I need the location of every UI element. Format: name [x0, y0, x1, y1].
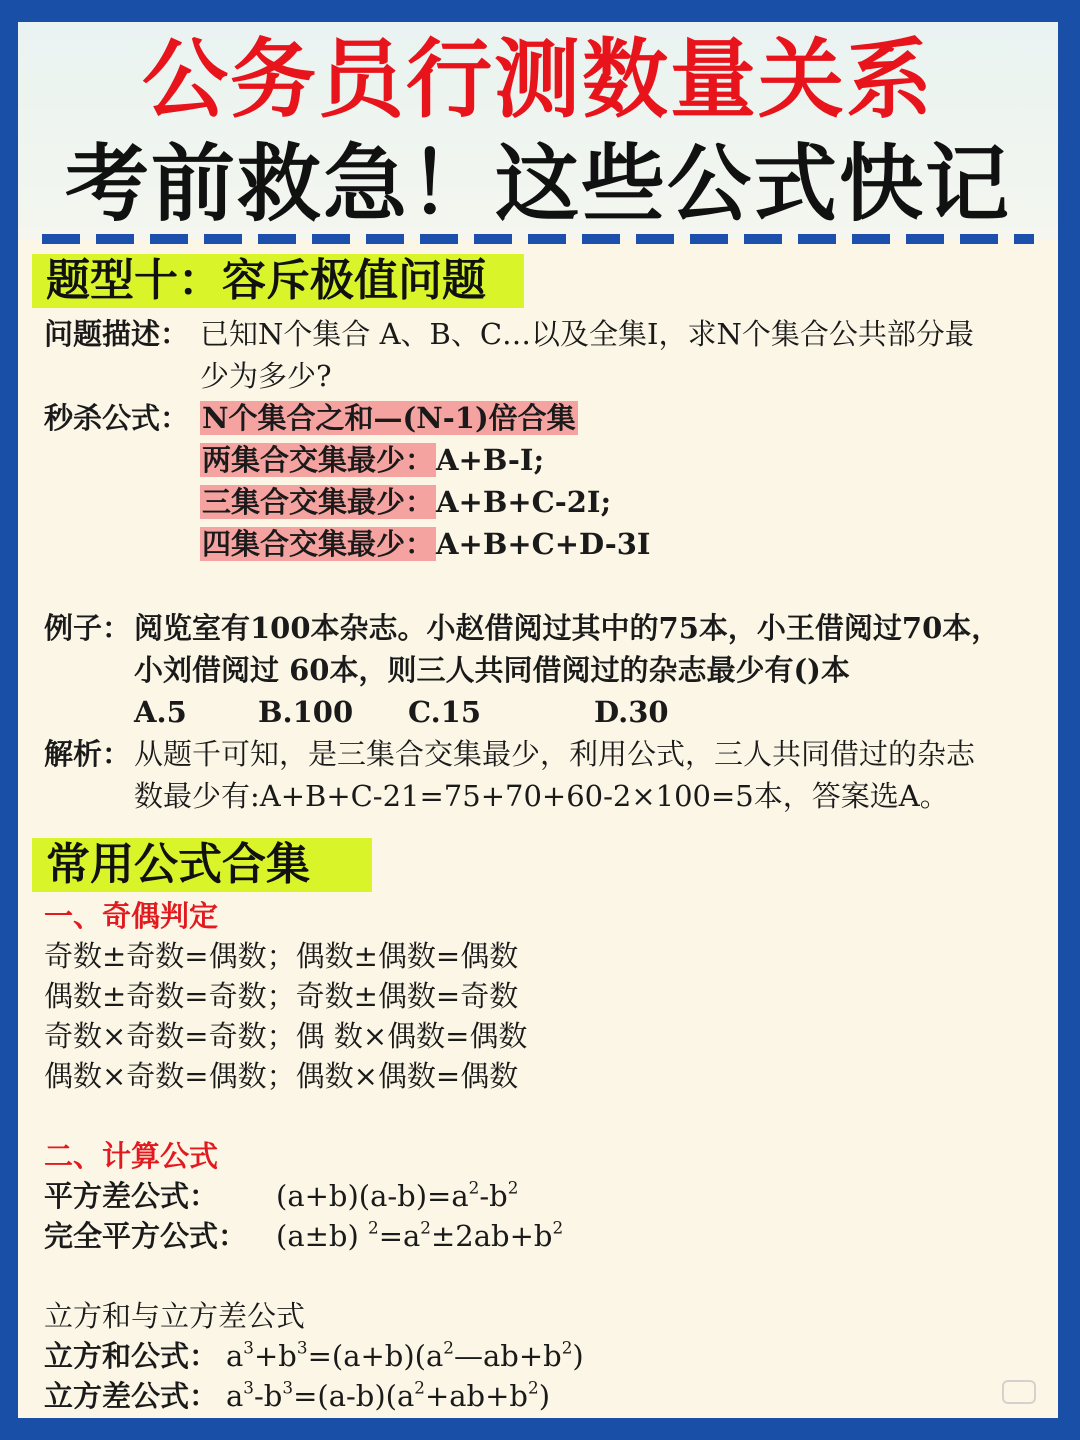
option-b: B.100 [258, 695, 354, 729]
example-line-1: 阅览室有100本杂志。小赵借阅过其中的75本，小王借阅过70本， [134, 611, 1001, 645]
example-label: 例子： [44, 611, 132, 645]
section-heading-10: 题型十：容斥极值问题 [32, 254, 524, 308]
watermark-logo [1002, 1380, 1036, 1404]
parity-line-2: 偶数±奇数=奇数；奇数±偶数=奇数 [44, 979, 519, 1013]
formula-label-three: 三集合交集最少： [202, 485, 435, 519]
header-banner [18, 22, 1058, 240]
parity-line-4: 偶数×奇数=偶数；偶数×偶数=偶数 [44, 1059, 519, 1093]
formula-label: 秒杀公式： [44, 401, 190, 435]
option-d: D.30 [594, 695, 669, 729]
formula-value-four: A+B+C+D-3I [436, 527, 651, 561]
cube-diff-formula: $a^3-b^3=(a-b)(a^2+ab+b^2)$ [226, 1377, 551, 1413]
formula-row-three [200, 482, 611, 522]
dashed-divider [42, 234, 1034, 244]
parity-line-3: 奇数×奇数=奇数；偶 数×偶数=偶数 [44, 1019, 528, 1053]
formula-row-four [200, 524, 650, 564]
calc-title: 二、计算公式 [44, 1139, 219, 1173]
formula-main: N个集合之和—(N-1)倍合集 [202, 401, 576, 435]
cube-diff-label: 立方差公式： [44, 1379, 219, 1413]
desc-line-2: 少为多少? [200, 359, 332, 393]
perfect-square-label: 完全平方公式： [44, 1219, 248, 1253]
option-c: C.15 [408, 695, 482, 729]
analysis-label: 解析： [44, 737, 132, 771]
option-a: A.5 [134, 695, 187, 729]
formula-value-two: A+B-I; [436, 443, 545, 477]
example-line-2: 小刘借阅过 60本，则三人共同借阅过的杂志最少有()本 [134, 653, 850, 687]
formula-value-three: A+B+C-2I; [436, 485, 612, 519]
formula-label-four: 四集合交集最少： [202, 527, 435, 561]
parity-line-1: 奇数±奇数=偶数；偶数±偶数=偶数 [44, 939, 519, 973]
analysis-line-1: 从题千可知，是三集合交集最少，利用公式，三人共同借过的杂志 [134, 737, 976, 771]
formula-label-two: 两集合交集最少： [202, 443, 435, 477]
page-frame [18, 22, 1058, 1418]
section-heading-common: 常用公式合集 [32, 838, 372, 892]
diff-square-label: 平方差公式： [44, 1179, 219, 1213]
perfect-square-formula: (a±b) $^2=a^2\pm 2ab+b^2$ [276, 1217, 564, 1253]
analysis-line-2: 数最少有:A+B+C-21=75+70+60-2×100=5本，答案选A。 [134, 779, 949, 813]
diff-square-formula: $(a+b)(a-b)=a^2-b^2$ [276, 1177, 519, 1213]
cube-sum-label: 立方和公式： [44, 1339, 219, 1373]
formula-row-two [200, 440, 544, 480]
desc-label: 问题描述： [44, 317, 190, 351]
cube-sum-formula: $a^3+b^3=(a+b)(a^2—ab+b^2)$ [226, 1337, 584, 1373]
page-title: 公务员行测数量关系 [142, 30, 934, 130]
cube-title: 立方和与立方差公式 [44, 1299, 306, 1333]
page-subtitle: 考前救急！这些公式快记 [64, 135, 1011, 233]
parity-title: 一、奇偶判定 [44, 899, 219, 933]
desc-line-1: 已知N个集合 A、B、C…以及全集I，求N个集合公共部分最 [200, 317, 974, 351]
